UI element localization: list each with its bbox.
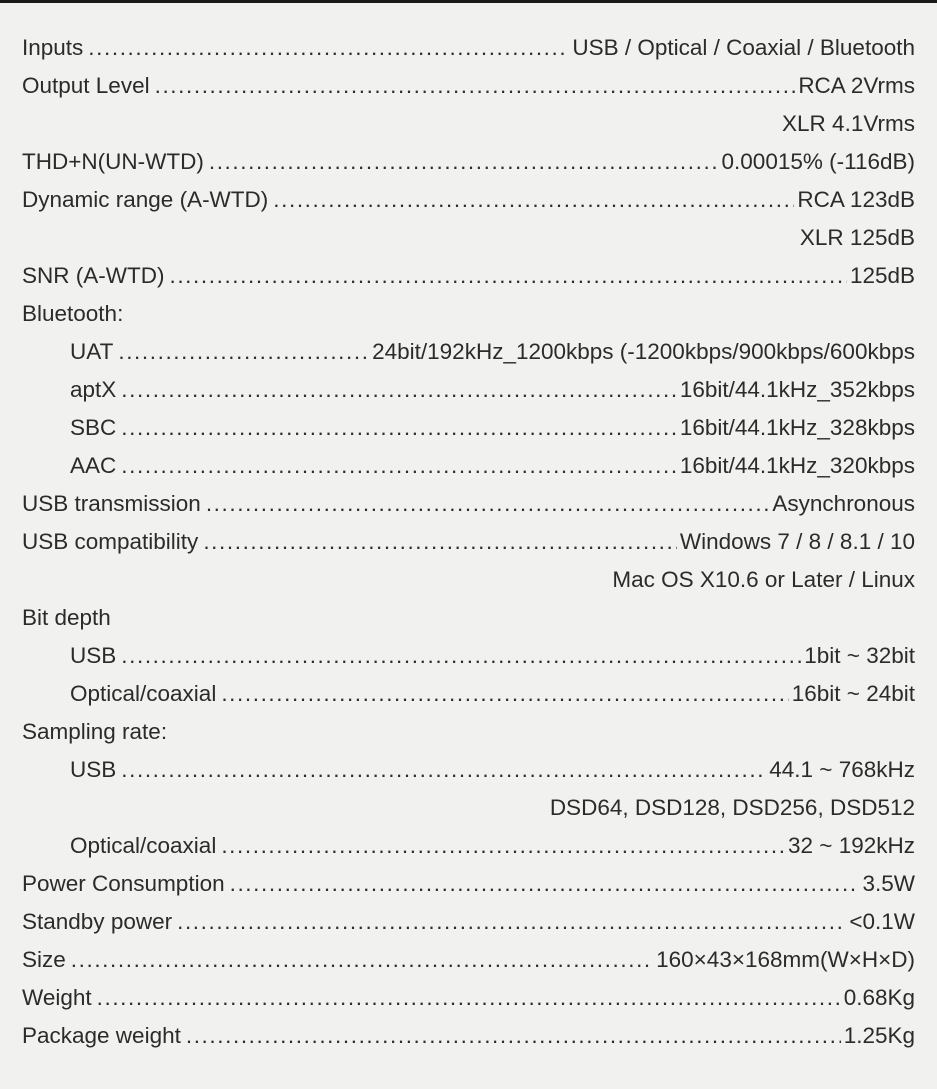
- spec-label: Inputs: [22, 35, 84, 60]
- spec-value: 32 ~ 192kHz: [788, 833, 915, 858]
- dot-leader: [155, 67, 796, 105]
- spec-section-label: Bit depth: [22, 605, 111, 630]
- spec-row-sampling-usb: [22, 751, 915, 789]
- spec-row-thd-n: [22, 143, 915, 181]
- spec-section-bit-depth: [22, 599, 915, 637]
- spec-value: 0.68Kg: [843, 985, 915, 1010]
- spec-value: 16bit/44.1kHz_352kbps: [679, 377, 915, 402]
- spec-row-size: [22, 941, 915, 979]
- spec-value: 1bit ~ 32bit: [804, 643, 915, 668]
- dot-leader: [221, 675, 788, 713]
- spec-row-output-level-xlr: [22, 105, 915, 143]
- spec-row-aptx: [22, 371, 915, 409]
- spec-label: SBC: [70, 415, 117, 440]
- spec-value: RCA 2Vrms: [798, 73, 915, 98]
- spec-row-weight: [22, 979, 915, 1017]
- dot-leader: [177, 903, 846, 941]
- dot-leader: [121, 371, 677, 409]
- spec-value: RCA 123dB: [797, 187, 915, 212]
- spec-value: 3.5W: [862, 871, 915, 896]
- spec-row-power-consumption: [22, 865, 915, 903]
- spec-row-package-weight: [22, 1017, 915, 1055]
- spec-label: Output Level: [22, 73, 150, 98]
- spec-value: XLR 125dB: [799, 225, 915, 250]
- spec-label: Optical/coaxial: [70, 833, 217, 858]
- spec-label: Dynamic range (A-WTD): [22, 187, 269, 212]
- spec-label: Weight: [22, 985, 92, 1010]
- spec-section-sampling-rate: [22, 713, 915, 751]
- spec-value: 1.25Kg: [843, 1023, 915, 1048]
- spec-label: Size: [22, 947, 66, 972]
- spec-label: USB: [70, 643, 117, 668]
- dot-leader: [121, 447, 677, 485]
- dot-leader: [88, 29, 569, 67]
- spec-row-uat: [22, 333, 915, 371]
- spec-label: Optical/coaxial: [70, 681, 217, 706]
- dot-leader: [203, 523, 677, 561]
- spec-row-aac: [22, 447, 915, 485]
- dot-leader: [209, 143, 719, 181]
- spec-label: USB: [70, 757, 117, 782]
- dot-leader: [118, 333, 369, 371]
- spec-value: 0.00015% (-116dB): [721, 149, 915, 174]
- spec-value: XLR 4.1Vrms: [782, 111, 915, 136]
- spec-row-snr: [22, 257, 915, 295]
- dot-leader: [97, 979, 841, 1017]
- dot-leader: [121, 409, 677, 447]
- spec-label: UAT: [70, 339, 114, 364]
- spec-row-sbc: [22, 409, 915, 447]
- dot-leader: [121, 637, 801, 675]
- spec-section-bluetooth: [22, 295, 915, 333]
- spec-value: 24bit/192kHz_1200kbps (-1200kbps/900kbps/600kbps: [372, 339, 915, 364]
- spec-value: DSD64, DSD128, DSD256, DSD512: [549, 795, 915, 820]
- spec-row-bit-depth-usb: [22, 637, 915, 675]
- spec-row-dynamic-range: [22, 181, 915, 219]
- spec-label: AAC: [70, 453, 117, 478]
- spec-label: Standby power: [22, 909, 173, 934]
- dot-leader: [273, 181, 794, 219]
- spec-row-bit-depth-optical: [22, 675, 915, 713]
- spec-row-dynamic-range-xlr: [22, 219, 915, 257]
- spec-row-usb-compatibility: [22, 523, 915, 561]
- spec-row-sampling-optical: [22, 827, 915, 865]
- spec-value: 44.1 ~ 768kHz: [769, 757, 915, 782]
- spec-row-inputs: [22, 29, 915, 67]
- spec-value: 16bit/44.1kHz_320kbps: [679, 453, 915, 478]
- dot-leader: [169, 257, 846, 295]
- dot-leader: [71, 941, 653, 979]
- dot-leader: [186, 1017, 841, 1055]
- spec-row-output-level: [22, 67, 915, 105]
- spec-label: USB compatibility: [22, 529, 199, 554]
- dot-leader: [121, 751, 766, 789]
- spec-value: 160×43×168mm(W×H×D): [656, 947, 915, 972]
- spec-label: USB transmission: [22, 491, 201, 516]
- spec-label: Power Consumption: [22, 871, 225, 896]
- spec-row-usb-transmission: [22, 485, 915, 523]
- spec-section-label: Sampling rate:: [22, 719, 168, 744]
- spec-value: Mac OS X10.6 or Later / Linux: [612, 567, 915, 592]
- spec-label: Package weight: [22, 1023, 181, 1048]
- dot-leader: [221, 827, 785, 865]
- spec-value: USB / Optical / Coaxial / Bluetooth: [572, 35, 915, 60]
- spec-row-usb-compatibility-mac: [22, 561, 915, 599]
- spec-row-standby-power: [22, 903, 915, 941]
- spec-value: 16bit ~ 24bit: [791, 681, 915, 706]
- dot-leader: [230, 865, 860, 903]
- spec-sheet: [0, 3, 937, 1055]
- spec-row-sampling-usb-dsd: [22, 789, 915, 827]
- spec-label: aptX: [70, 377, 117, 402]
- spec-value: 16bit/44.1kHz_328kbps: [679, 415, 915, 440]
- spec-value: 125dB: [849, 263, 915, 288]
- dot-leader: [206, 485, 770, 523]
- spec-label: SNR (A-WTD): [22, 263, 165, 288]
- spec-value: <0.1W: [849, 909, 915, 934]
- spec-value: Asynchronous: [772, 491, 915, 516]
- spec-value: Windows 7 / 8 / 8.1 / 10: [679, 529, 915, 554]
- spec-section-label: Bluetooth:: [22, 301, 124, 326]
- spec-label: THD+N(UN-WTD): [22, 149, 204, 174]
